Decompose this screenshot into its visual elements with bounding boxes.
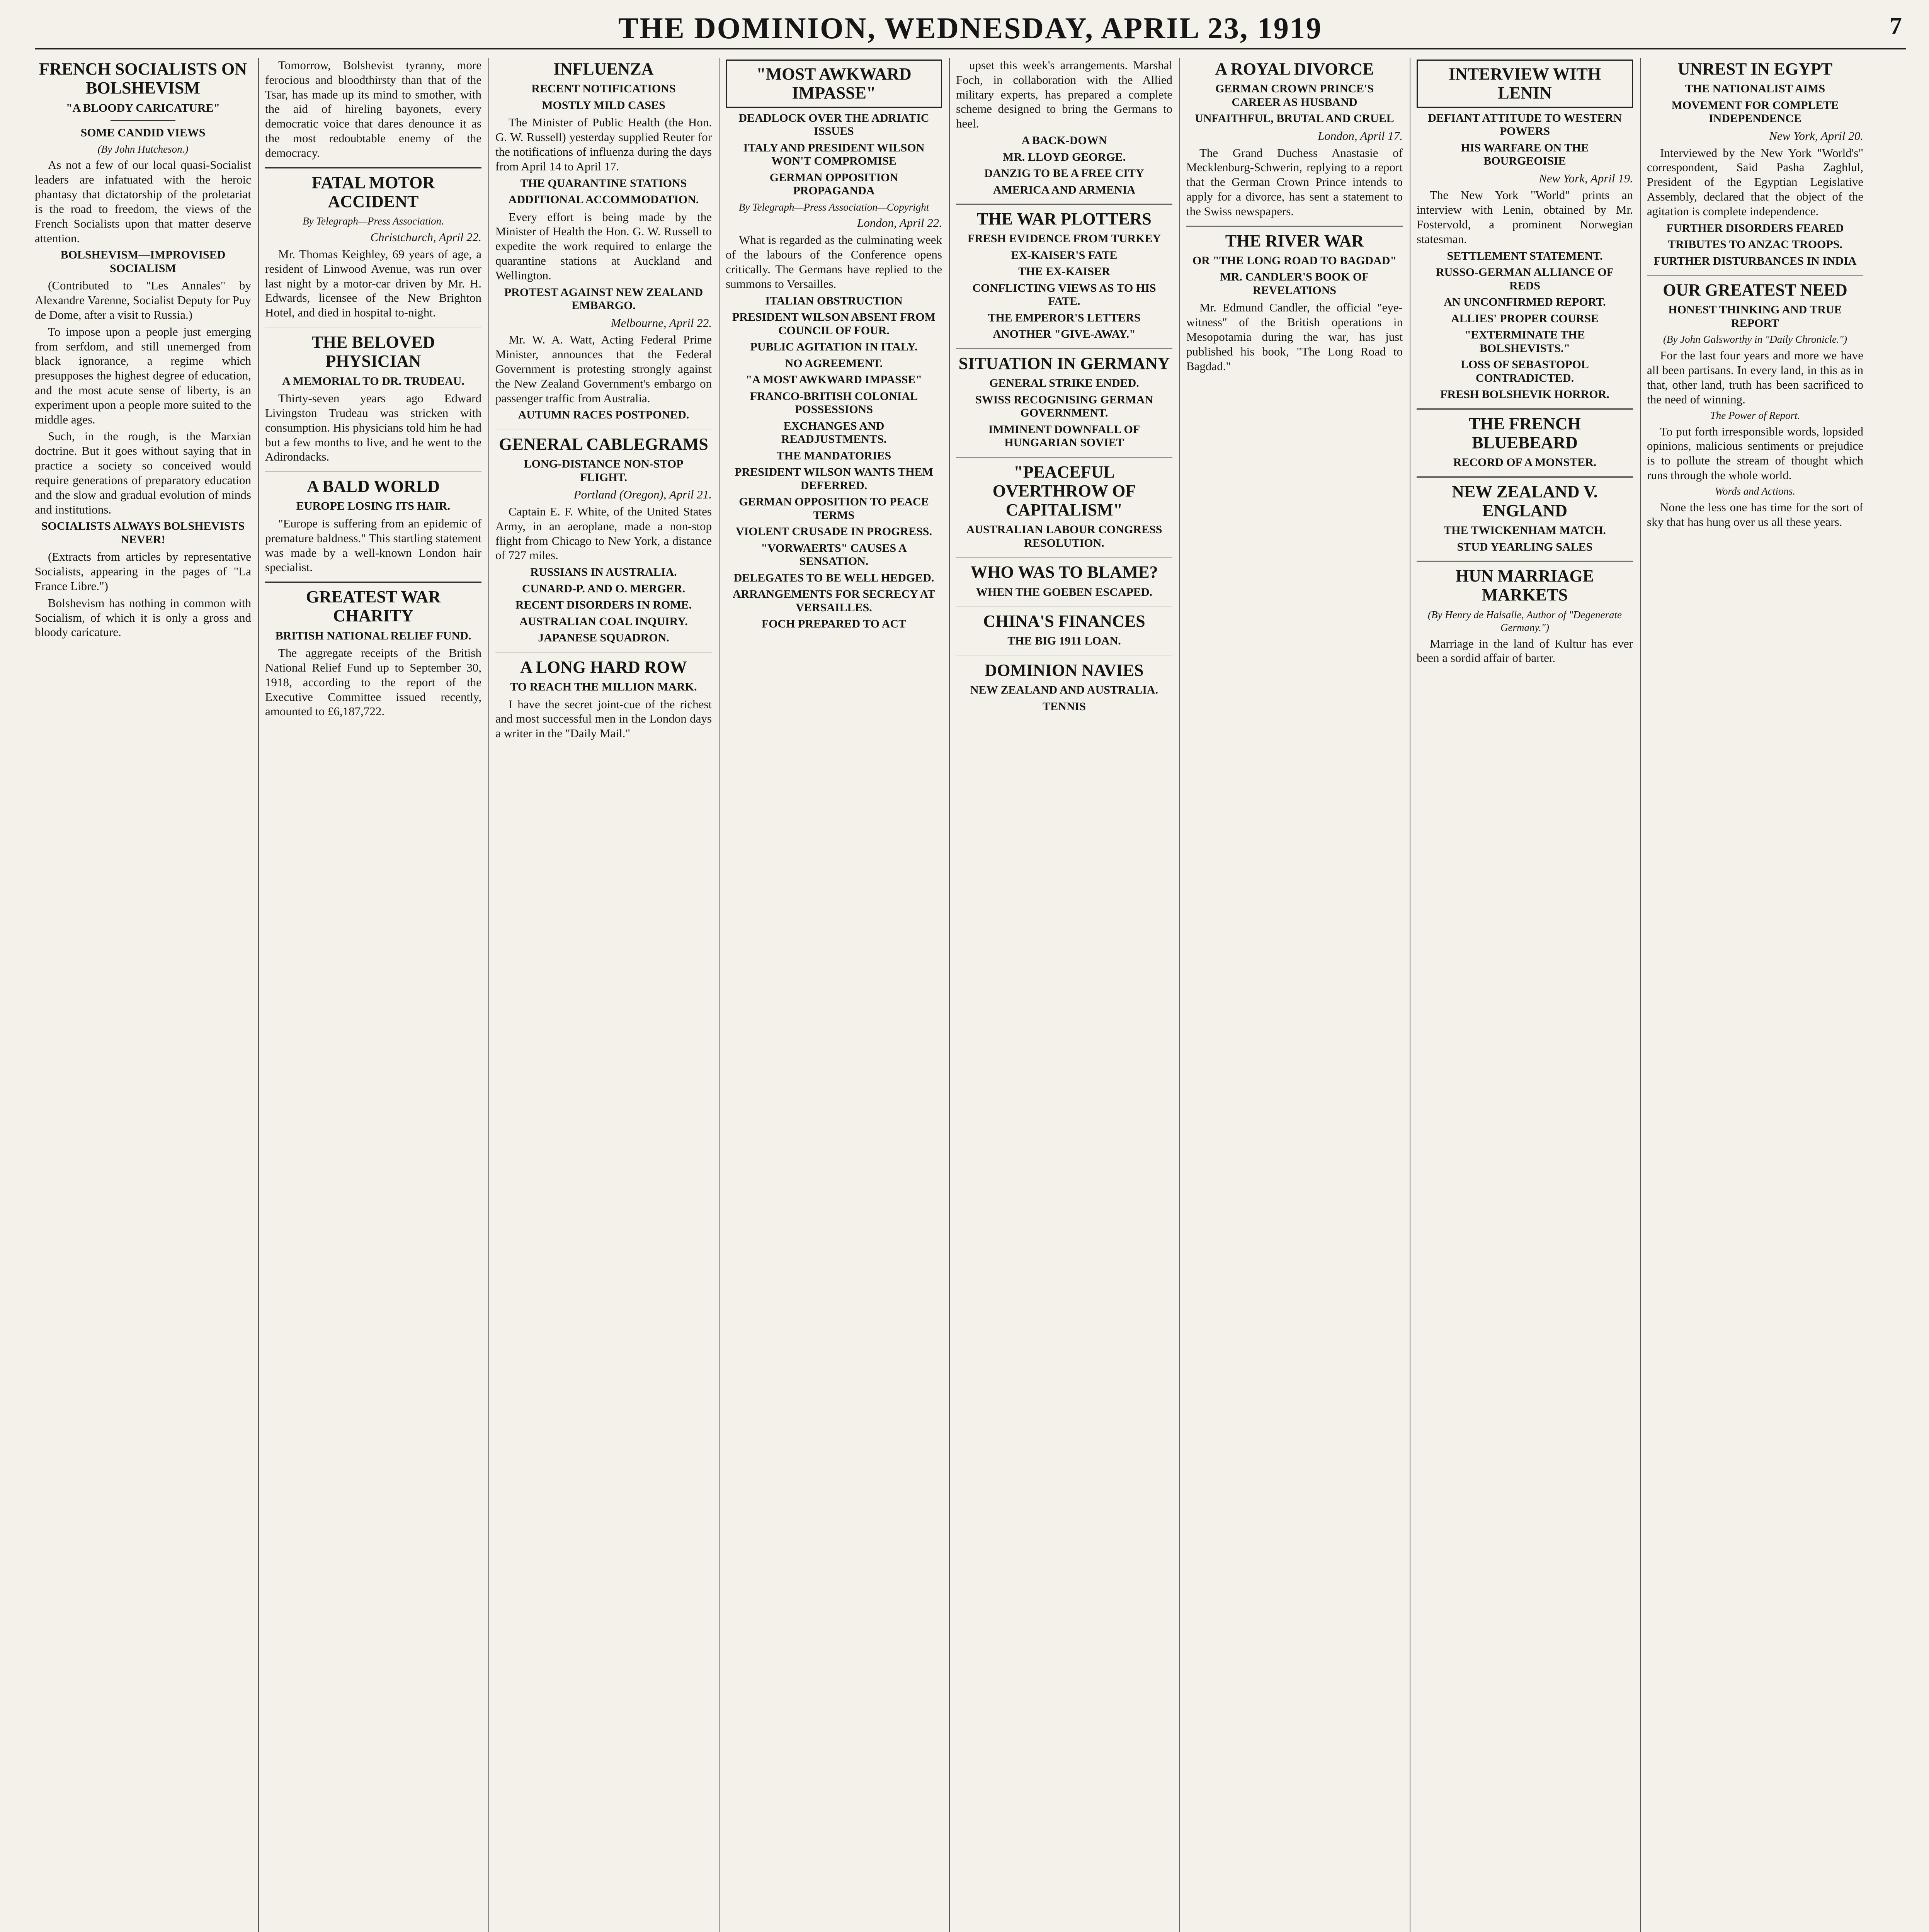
subheading: AMERICA AND ARMENIA: [993, 183, 1136, 196]
subheading: THE TWICKENHAM MATCH.: [1444, 524, 1606, 537]
paragraph: As not a few of our local quasi-Socialist leaders are infatuated with the heroic phantasy that dictatorship of the proletariat is the road to freedom, the views of the French Socialists upon that matter deserve attention.: [35, 158, 251, 245]
subheading: BOLSHEVISM—IMPROVISED SOCIALISM: [60, 248, 226, 275]
headline: A LONG HARD ROW: [520, 657, 687, 677]
paragraph: The aggregate receipts of the British National Relief Fund up to September 30, 1918, according to the report of the Executive Committee issued recently, amounted to £6,187,722.: [265, 646, 481, 718]
subheading: ANOTHER "GIVE-AWAY.": [993, 328, 1136, 341]
subheading: DEADLOCK OVER THE ADRIATIC ISSUES: [738, 111, 929, 138]
paragraph: Mr. W. A. Watt, Acting Federal Prime Minister, announces that the Federal Government is protesting strongly against the New Zealand Government's embargo on passenger traffic from Australia.: [495, 333, 712, 405]
headline: INFLUENZA: [553, 60, 654, 78]
subheading: PRESIDENT WILSON ABSENT FROM COUNCIL OF FOUR.: [732, 311, 936, 337]
dateline: Portland (Oregon), April 21.: [573, 488, 712, 502]
headline: FATAL MOTOR ACCIDENT: [311, 173, 435, 211]
subheading: AUSTRALIAN LABOUR CONGRESS RESOLUTION.: [966, 523, 1162, 549]
subheading: TO REACH THE MILLION MARK.: [510, 680, 697, 694]
paragraph: The Minister of Public Health (the Hon. G. W. Russell) yesterday supplied Reuter for the notifications of influenza during the days from April 14 to April 17.: [495, 116, 712, 173]
subheading: UNFAITHFUL, BRUTAL AND CRUEL: [1195, 112, 1394, 125]
subheading: MOVEMENT FOR COMPLETE INDEPENDENCE: [1671, 99, 1839, 125]
dateline: London, April 22.: [857, 216, 942, 230]
dateline: Melbourne, April 22.: [611, 316, 712, 330]
headline: NEW ZEALAND V. ENGLAND: [1452, 482, 1598, 520]
subheading: STUD YEARLING SALES: [1457, 540, 1593, 553]
subheading: MOSTLY MILD CASES: [542, 99, 665, 112]
subheading: NEW ZEALAND AND AUSTRALIA.: [970, 684, 1158, 697]
subheading: PROTEST AGAINST NEW ZEALAND EMBARGO.: [504, 286, 703, 312]
subheading: RUSSIANS IN AUSTRALIA.: [530, 566, 677, 579]
paragraph: I have the secret joint-cue of the richest and most successful men in the London days a writer in the "Daily Mail.": [495, 697, 712, 740]
dateline: New York, April 19.: [1539, 171, 1633, 185]
subheading: EUROPE LOSING ITS HAIR.: [296, 500, 451, 513]
subheading: SOCIALISTS ALWAYS BOLSHEVISTS NEVER!: [41, 520, 245, 546]
subheading: AUSTRALIAN COAL INQUIRY.: [519, 615, 688, 628]
subheading: FURTHER DISORDERS FEARED: [1666, 221, 1844, 235]
paragraph: Bolshevism has nothing in common with Socialism, of which it is only a gross and bloody caricature.: [35, 596, 251, 639]
headline: HUN MARRIAGE MARKETS: [1455, 566, 1594, 605]
subheading: "VORWAERTS" CAUSES A SENSATION.: [761, 541, 907, 568]
subheading: AUTUMN RACES POSTPONED.: [518, 408, 689, 422]
paragraph: Marriage in the land of Kultur has ever been a sordid affair of barter.: [1417, 636, 1633, 665]
subheading: ALLIES' PROPER COURSE: [1451, 312, 1599, 325]
subheading: OR "THE LONG ROAD TO BAGDAD": [1192, 254, 1397, 267]
column-2: [265, 58, 481, 1932]
headline: A BALD WORLD: [307, 477, 440, 496]
subheading: THE NATIONALIST AIMS: [1685, 82, 1825, 95]
headline: THE FRENCH BLUEBEARD: [1469, 414, 1581, 452]
subheading: DEFIANT ATTITUDE TO WESTERN POWERS: [1428, 111, 1622, 138]
subheading: VIOLENT CRUSADE IN PROGRESS.: [736, 525, 932, 538]
paragraph: Captain E. F. White, of the United States Army, in an aeroplane, made a non-stop flight from Chicago to New York, a distance of 727 miles.: [495, 505, 712, 562]
subheading: THE BIG 1911 LOAN.: [1007, 634, 1121, 648]
subheading: GENERAL STRIKE ENDED.: [989, 377, 1139, 390]
subheading: SOME CANDID VIEWS: [80, 126, 206, 139]
subheading: DANZIG TO BE A FREE CITY: [984, 167, 1144, 180]
column-8: [1647, 58, 1863, 1932]
paragraph: Every effort is being made by the Minister of Health the Hon. G. W. Russell to expedite the work required to enlarge the quarantine stations at Auckland and Wellington.: [495, 210, 712, 282]
headline: INTERVIEW WITH LENIN: [1417, 60, 1633, 108]
subheading: "A BLOODY CARICATURE": [66, 101, 220, 114]
byline: (By John Hutcheson.): [97, 143, 189, 155]
subheading: FURTHER DISTURBANCES IN INDIA: [1653, 254, 1857, 267]
dateline: London, April 17.: [1318, 129, 1403, 143]
headline: THE WAR PLOTTERS: [977, 209, 1152, 229]
subheading: IMMINENT DOWNFALL OF HUNGARIAN SOVIET: [988, 423, 1140, 449]
paragraph: (Contributed to "Les Annales" by Alexandre Varenne, Socialist Deputy for Puy de Dome, after a visit to Russia.): [35, 279, 251, 321]
subheading: LOSS OF SEBASTOPOL CONTRADICTED.: [1461, 358, 1589, 384]
subheading: FRANCO-BRITISH COLONIAL POSSESSIONS: [750, 389, 918, 416]
column-4: [726, 58, 942, 1932]
paragraph: None the less one has time for the sort of sky that has hung over us all these years.: [1647, 500, 1863, 529]
subheading: GERMAN OPPOSITION TO PEACE TERMS: [739, 495, 929, 522]
dateline: Christchurch, April 22.: [370, 230, 481, 244]
subheading: FRESH BOLSHEVIK HORROR.: [1440, 388, 1609, 401]
subheading: BRITISH NATIONAL RELIEF FUND.: [275, 629, 471, 642]
subheading: HIS WARFARE ON THE BOURGEOISIE: [1461, 141, 1589, 168]
headline: UNREST IN EGYPT: [1677, 60, 1833, 78]
subheading: CUNARD-P. AND O. MERGER.: [522, 582, 686, 595]
column-3: [495, 58, 712, 1932]
subheading: HONEST THINKING AND TRUE REPORT: [1668, 303, 1842, 330]
headline: FRENCH SOCIALISTS ON BOLSHEVISM: [39, 60, 247, 98]
paragraph: Tomorrow, Bolshevist tyranny, more ferocious and bloodthirsty than that of the Tsar, has made up its mind to smother, with the aid of hireling bayonets, every democratic voice that dares denounce it as the most redoubtable enemy of the democracy.: [265, 58, 481, 160]
subheading: GERMAN CROWN PRINCE'S CAREER AS HUSBAND: [1215, 82, 1374, 109]
newspaper-title: THE DOMINION, WEDNESDAY, APRIL 23, 1919: [618, 11, 1322, 45]
headline: GREATEST WAR CHARITY: [306, 587, 441, 626]
headline: SITUATION IN GERMANY: [958, 354, 1170, 373]
subheading: LONG-DISTANCE NON-STOP FLIGHT.: [524, 457, 684, 484]
subheading: THE MANDATORIES: [776, 449, 891, 462]
section-heading: Words and Actions.: [1715, 485, 1796, 497]
subheading: GERMAN OPPOSITION PROPAGANDA: [769, 171, 898, 197]
headline: THE RIVER WAR: [1225, 231, 1364, 250]
subheading: "EXTERMINATE THE BOLSHEVISTS.": [1465, 328, 1585, 355]
headline: WHO WAS TO BLAME?: [970, 563, 1158, 582]
subheading: RUSSO-GERMAN ALLIANCE OF REDS: [1436, 266, 1614, 292]
paragraph: upset this week's arrangements. Marshal Foch, in collaboration with the Allied military experts, has prepared a complete scheme designed to bring the Germans to heel.: [956, 58, 1172, 131]
subheading: ARRANGEMENTS FOR SECRECY AT VERSAILLES.: [732, 588, 936, 614]
column-1: [35, 58, 251, 1932]
subheading: DELEGATES TO BE WELL HEDGED.: [733, 571, 934, 584]
subheading: PUBLIC AGITATION IN ITALY.: [750, 340, 918, 354]
paragraph: Such, in the rough, is the Marxian doctrine. But it goes without saying that in practice a society so conceived would require generations of preparatory education and the slow and gradual evolution of minds and institutions.: [35, 429, 251, 516]
subheading: RECENT NOTIFICATIONS: [531, 82, 676, 95]
headline: "MOST AWKWARD IMPASSE": [726, 60, 942, 108]
subheading: WHEN THE GOEBEN ESCAPED.: [976, 585, 1153, 599]
column-6: [1186, 58, 1403, 1932]
paragraph: To put forth irresponsible words, lopsided opinions, malicious sentiments or prejudice is to pollute the stream of thought which runs through the whole world.: [1647, 424, 1863, 482]
headline: THE BELOVED PHYSICIAN: [311, 333, 435, 371]
subheading: PRESIDENT WILSON WANTS THEM DEFERRED.: [735, 466, 933, 492]
subheading: EX-KAISER'S FATE: [1011, 248, 1118, 262]
subheading: THE EX-KAISER: [1018, 265, 1110, 278]
byline: (By John Galsworthy in "Daily Chronicle."): [1663, 333, 1847, 345]
paragraph: "Europe is suffering from an epidemic of premature baldness." This startling statement was made by a well-known London hair specialist.: [265, 516, 481, 574]
subheading: EXCHANGES AND READJUSTMENTS.: [781, 419, 887, 446]
paragraph: For the last four years and more we have all been partisans. In every land, in this as in that, other land, truth has been sacrificed to the need of winning.: [1647, 349, 1863, 406]
masthead: [35, 11, 1906, 49]
section-heading: The Power of Report.: [1710, 409, 1800, 421]
subheading: A MEMORIAL TO DR. TRUDEAU.: [282, 374, 464, 388]
headline: A ROYAL DIVORCE: [1215, 60, 1374, 78]
paragraph: To impose upon a people just emerging from serfdom, and still unemerged from black ignorance, a regime which presupposes the highest degree of education, and the most acute sense of liberty, is an experiment upon a people more suited to the middle ages.: [35, 325, 251, 426]
headline: CHINA'S FINANCES: [983, 612, 1145, 631]
subheading: THE QUARANTINE STATIONS: [520, 177, 687, 190]
subheading: RECORD OF A MONSTER.: [1453, 456, 1597, 469]
column-7: [1417, 58, 1633, 1932]
subheading: ITALIAN OBSTRUCTION: [765, 294, 903, 307]
headline: OUR GREATEST NEED: [1663, 281, 1847, 300]
subheading: THE EMPEROR'S LETTERS: [988, 311, 1141, 324]
paragraph: Thirty-seven years ago Edward Livingston Trudeau was stricken with consumption. His physicians told him he had but a few months to live, and he went to the Adirondacks.: [265, 391, 481, 464]
subheading: SWISS RECOGNISING GERMAN GOVERNMENT.: [975, 393, 1153, 420]
column-5: [956, 58, 1172, 1932]
subheading: TRIBUTES TO ANZAC TROOPS.: [1668, 238, 1842, 251]
paragraph: The Grand Duchess Anastasie of Mecklenburg-Schwerin, replying to a report that the German Crown Prince intends to apply for a divorce, has sent a statement to the Swiss newspapers.: [1186, 146, 1403, 218]
paragraph: Mr. Thomas Keighley, 69 years of age, a resident of Linwood Avenue, was run over last night by a motor-car driven by Mr. H. Edwards, licensee of the New Brighton Hotel, and died in hospital to-night.: [265, 247, 481, 320]
paragraph: The New York "World" prints an interview with Lenin, obtained by Mr. Fostervold, a prominent Norwegian statesman.: [1417, 188, 1633, 246]
headline: GENERAL CABLEGRAMS: [499, 434, 708, 454]
paragraph: Mr. Edmund Candler, the official "eye-witness" of the British operations in Mesopotamia during the war, has just published his book, "The Long Road to Bagdad.": [1186, 301, 1403, 373]
subheading: RECENT DISORDERS IN ROME.: [515, 599, 692, 612]
headline: "PEACEFUL OVERTHROW OF CAPITALISM": [992, 462, 1136, 520]
wire-tag: By Telegraph—Press Association.: [303, 215, 444, 227]
subheading: ITALY AND PRESIDENT WILSON WON'T COMPROMISE: [743, 141, 925, 168]
paragraph: Interviewed by the New York "World's" correspondent, Said Pasha Zaghlul, President of the Egyptian Legislative Assembly, declared that the object of the agitation is complete independence.: [1647, 146, 1863, 218]
headline: DOMINION NAVIES: [985, 660, 1144, 680]
subheading: NO AGREEMENT.: [785, 357, 883, 370]
dateline: New York, April 20.: [1769, 129, 1863, 143]
subheading: FOCH PREPARED TO ACT: [761, 617, 907, 631]
subheading: MR. LLOYD GEORGE.: [1002, 150, 1126, 163]
subheading: MR. CANDLER'S BOOK OF REVELATIONS: [1220, 270, 1369, 297]
subheading: CONFLICTING VIEWS AS TO HIS FATE.: [972, 281, 1156, 308]
subheading: FRESH EVIDENCE FROM TURKEY: [967, 232, 1161, 245]
paragraph: (Extracts from articles by representative Socialists, appearing in the pages of "La France Libre."): [35, 550, 251, 593]
subheading: "A MOST AWKWARD IMPASSE": [745, 373, 922, 386]
subheading: TENNIS: [1043, 700, 1086, 713]
paragraph: What is regarded as the culminating week of the labours of the Conference opens critically. The Germans have replied to the summons to Versailles.: [726, 233, 942, 291]
subheading: A BACK-DOWN: [1021, 134, 1107, 147]
subheading: ADDITIONAL ACCOMMODATION.: [508, 193, 699, 206]
subheading: AN UNCONFIRMED REPORT.: [1444, 296, 1606, 309]
subheading: JAPANESE SQUADRON.: [538, 631, 669, 645]
wire-tag: By Telegraph—Press Association—Copyright: [738, 201, 929, 213]
page-number: 7: [1890, 12, 1902, 39]
subheading: SETTLEMENT STATEMENT.: [1447, 249, 1603, 262]
byline: (By Henry de Halsalle, Author of "Degenerate Germany."): [1428, 609, 1622, 633]
